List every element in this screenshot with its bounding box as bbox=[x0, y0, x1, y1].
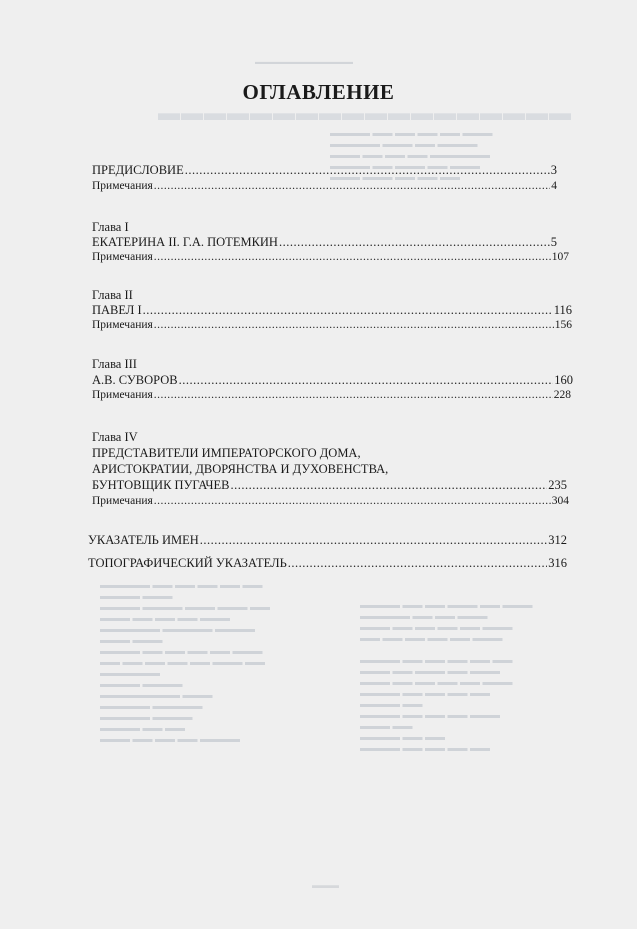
toc-entry-label: А.В. СУВОРОВ bbox=[92, 373, 178, 387]
leader-dots bbox=[185, 163, 550, 178]
chapter-label: Глава II bbox=[92, 288, 133, 302]
leader-dots bbox=[231, 478, 548, 493]
toc-entry-notes[interactable] bbox=[92, 318, 572, 333]
show-through-heading: ▬▬▬▬▬▬▬▬▬▬▬▬▬▬▬▬▬▬ bbox=[158, 100, 572, 125]
leader-dots bbox=[154, 388, 553, 403]
toc-entry-label: ТОПОГРАФИЧЕСКИЙ УКАЗАТЕЛЬ bbox=[88, 556, 287, 570]
chapter-label: Глава I bbox=[92, 220, 129, 234]
toc-entry-chapter-3[interactable] bbox=[92, 373, 573, 388]
leader-dots bbox=[288, 556, 548, 571]
toc-entry-page: 304 bbox=[551, 495, 569, 507]
toc-entry-name-index[interactable] bbox=[88, 533, 567, 548]
chapter-label: Глава IV bbox=[92, 430, 138, 444]
leader-dots bbox=[154, 318, 554, 333]
toc-entry-page: 316 bbox=[548, 556, 567, 570]
page-title: ОГЛАВЛЕНИЕ bbox=[242, 80, 395, 104]
leader-dots bbox=[143, 303, 553, 318]
toc-entry-notes[interactable] bbox=[92, 250, 569, 265]
show-through-column-right: ▬▬▬▬ ▬▬ ▬▬ ▬▬ ▬▬ ▬▬▬ ▬▬▬▬▬ ▬▬▬ ▬▬ ▬▬▬▬ ▬▬▬ ▬▬ ▬▬ ▬▬ ▬▬▬▬▬▬ ▬▬▬▬ ▬▬ ▬▬▬ ▬▬ ▬▬▬ ▬▬▬ ▬▬▬ ▬▬ ▬▬ ▬▬ bbox=[330, 128, 493, 183]
toc-entry-chapter-2[interactable] bbox=[92, 303, 572, 318]
toc-entry-label: ЕКАТЕРИНА II. Г.А. ПОТЕМКИН bbox=[92, 235, 278, 249]
chapter-label: Глава III bbox=[92, 357, 137, 371]
toc-entry-label: Примечания bbox=[92, 251, 153, 263]
toc-entry-notes[interactable] bbox=[92, 179, 557, 194]
leader-dots bbox=[279, 235, 550, 250]
toc-entry-preface[interactable] bbox=[92, 163, 557, 178]
leader-dots bbox=[154, 494, 551, 509]
show-through-column-left: ▬▬▬▬▬ ▬▬ ▬▬ ▬▬ ▬▬ ▬▬ ▬▬▬▬ ▬▬▬ ▬▬▬▬ ▬▬▬▬ ▬▬▬ ▬▬▬ ▬▬ ▬▬▬ ▬▬ ▬▬ ▬▬ ▬▬▬ ▬▬▬▬▬▬ ▬▬▬▬▬ ▬▬▬▬ ▬▬▬ ▬▬▬ ▬▬▬▬ ▬▬ ▬▬ ▬▬ ▬▬ ▬▬▬ ▬▬ ▬▬ ▬▬ ▬▬ ▬▬ ▬▬▬ ▬▬ ▬▬▬▬▬▬ ▬▬▬▬ ▬▬▬▬ ▬▬▬▬▬▬▬▬ ▬▬▬ ▬▬▬▬▬ ▬▬▬▬▬ ▬▬▬▬▬ ▬▬▬▬ ▬▬▬▬ ▬▬ ▬▬ ▬▬▬ ▬▬ ▬▬ ▬▬ ▬▬▬▬ bbox=[100, 580, 270, 745]
leader-dots bbox=[200, 533, 547, 548]
toc-entry-label: ПАВЕЛ I bbox=[92, 303, 142, 317]
leader-dots bbox=[179, 373, 554, 388]
toc-entry-label: ПРЕДИСЛОВИЕ bbox=[92, 163, 184, 177]
leader-dots bbox=[154, 179, 550, 194]
toc-entry-label: БУНТОВЩИК ПУГАЧЕВ bbox=[92, 478, 230, 492]
toc-entry-page: 312 bbox=[548, 533, 567, 547]
toc-entry-label: Примечания bbox=[92, 495, 153, 507]
toc-entry-chapter-4[interactable] bbox=[92, 478, 567, 493]
toc-entry-label: Примечания bbox=[92, 180, 153, 192]
chapter-title-line: ПРЕДСТАВИТЕЛИ ИМПЕРАТОРСКОГО ДОМА, bbox=[92, 446, 361, 460]
show-through-header: ▬▬▬▬▬▬▬▬▬▬▬▬▬▬ bbox=[255, 58, 353, 66]
toc-entry-page: 3 bbox=[550, 163, 557, 177]
toc-entry-label: Примечания bbox=[92, 389, 153, 401]
toc-entry-topographic-index[interactable] bbox=[88, 556, 567, 571]
toc-entry-page: 160 bbox=[554, 373, 573, 387]
show-through-column-right-lower: ▬▬▬▬ ▬▬ ▬▬ ▬▬▬ ▬▬ ▬▬▬ ▬▬▬▬▬ ▬▬ ▬▬ ▬▬▬ ▬▬▬ ▬▬ ▬▬ ▬▬ ▬▬ ▬▬▬ ▬▬ ▬▬ ▬▬ ▬▬ ▬▬ ▬▬▬ ▬▬▬▬ ▬▬ ▬▬ ▬▬ ▬▬ ▬▬ ▬▬▬ ▬▬ ▬▬▬ ▬▬ ▬▬▬ ▬▬▬ ▬▬ ▬▬ ▬▬ ▬▬ ▬▬▬ ▬▬▬▬ ▬▬ ▬▬ ▬▬ ▬▬ ▬▬▬▬ ▬▬ ▬▬▬▬ ▬▬ ▬▬ ▬▬ ▬▬▬ ▬▬▬ ▬▬ ▬▬▬▬ ▬▬ ▬▬ ▬▬▬▬ ▬▬ ▬▬ ▬▬ ▬▬ bbox=[360, 600, 533, 754]
toc-entry-label: УКАЗАТЕЛЬ ИМЕН bbox=[88, 533, 199, 547]
toc-entry-page: 235 bbox=[548, 478, 567, 492]
toc-entry-label: Примечания bbox=[92, 319, 153, 331]
toc-entry-page: 107 bbox=[551, 251, 569, 263]
toc-entry-page: 4 bbox=[551, 180, 557, 192]
toc-entry-page: 228 bbox=[553, 389, 571, 401]
toc-entry-page: 156 bbox=[554, 319, 572, 331]
chapter-title-line: АРИСТОКРАТИИ, ДВОРЯНСТВА И ДУХОВЕНСТВА, bbox=[92, 462, 389, 476]
toc-entry-chapter-1[interactable] bbox=[92, 235, 557, 250]
leader-dots bbox=[154, 250, 551, 265]
toc-entry-page: 5 bbox=[550, 235, 557, 249]
show-through-page-number: ▬▬▬ bbox=[312, 880, 339, 890]
toc-entry-notes[interactable] bbox=[92, 388, 571, 403]
toc-entry-notes[interactable] bbox=[92, 494, 569, 509]
toc-entry-page: 116 bbox=[553, 303, 572, 317]
